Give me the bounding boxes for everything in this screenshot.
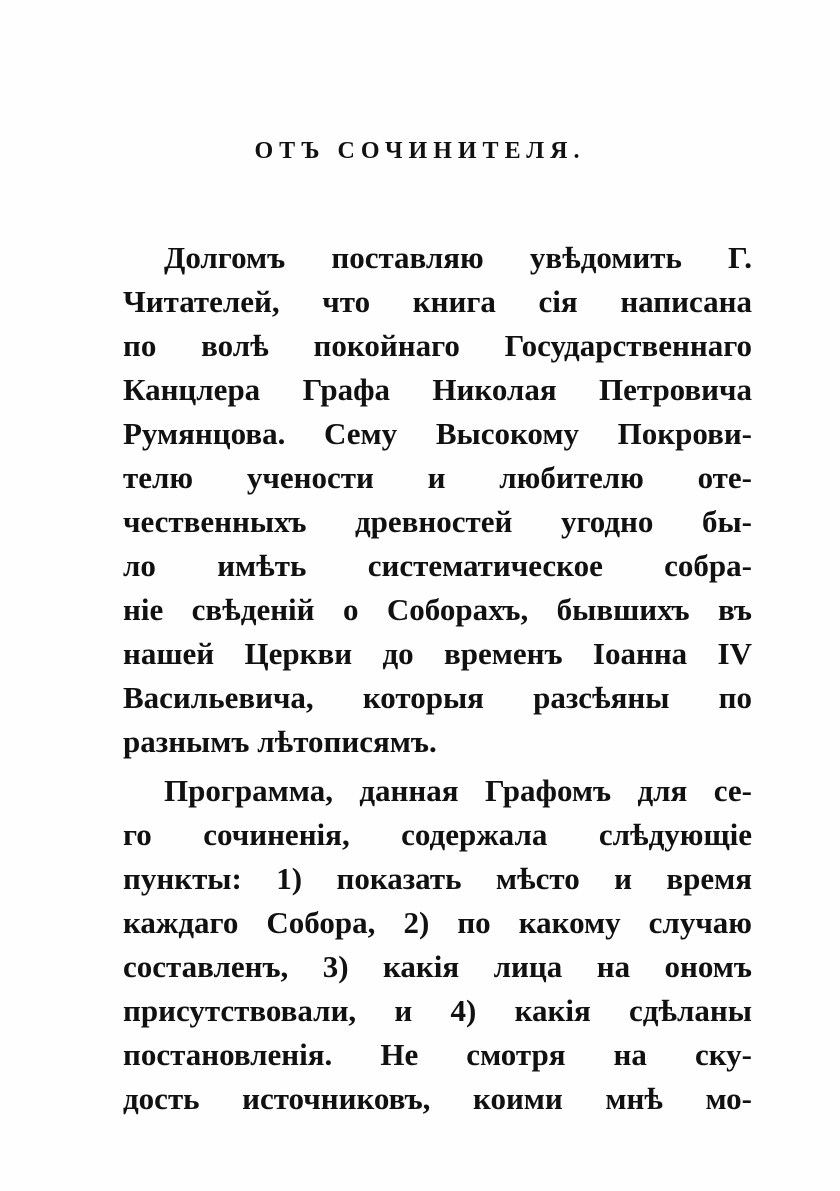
text-line: разнымъ лѣтописямъ. (123, 724, 437, 759)
text-line: Долгомъ поставляю увѣдомить Г. (164, 240, 752, 275)
text-line: го сочиненія, содержала слѣдующіе (123, 817, 752, 852)
text-line: присутствовали, и 4) какія сдѣланы (123, 993, 752, 1028)
page-heading: ОТЪ СОЧИНИТЕЛЯ. (254, 138, 586, 164)
text-line: чественныхъ древностей угодно бы- (123, 504, 752, 539)
text-line: пункты: 1) показать мѣсто и время (123, 861, 752, 896)
text-line: дость источниковъ, коими мнѣ мо- (123, 1081, 752, 1116)
text-line: телю учености и любителю оте- (123, 460, 752, 495)
text-line: постановленія. Не смотря на ску- (123, 1037, 752, 1072)
text-line: Румянцова. Сему Высокому Покрови- (123, 416, 752, 451)
text-line: Васильевича, которыя разсѣяны по (123, 680, 752, 715)
text-line: по волѣ покойнаго Государственнаго (123, 328, 752, 363)
text-line: нашей Церкви до временъ Іоанна IV (123, 636, 752, 671)
text-line: Читателей, что книга сія написана (123, 284, 752, 319)
text-line: Программа, данная Графомъ для се- (164, 773, 752, 808)
text-line: составленъ, 3) какія лица на ономъ (123, 949, 752, 984)
text-line: Канцлера Графа Николая Петровича (123, 372, 752, 407)
text-line: ніе свѣденій о Соборахъ, бывшихъ въ (123, 592, 752, 627)
text-line: каждаго Собора, 2) по какому случаю (123, 905, 752, 940)
text-line: ло имѣть систематическое собра- (123, 548, 752, 583)
